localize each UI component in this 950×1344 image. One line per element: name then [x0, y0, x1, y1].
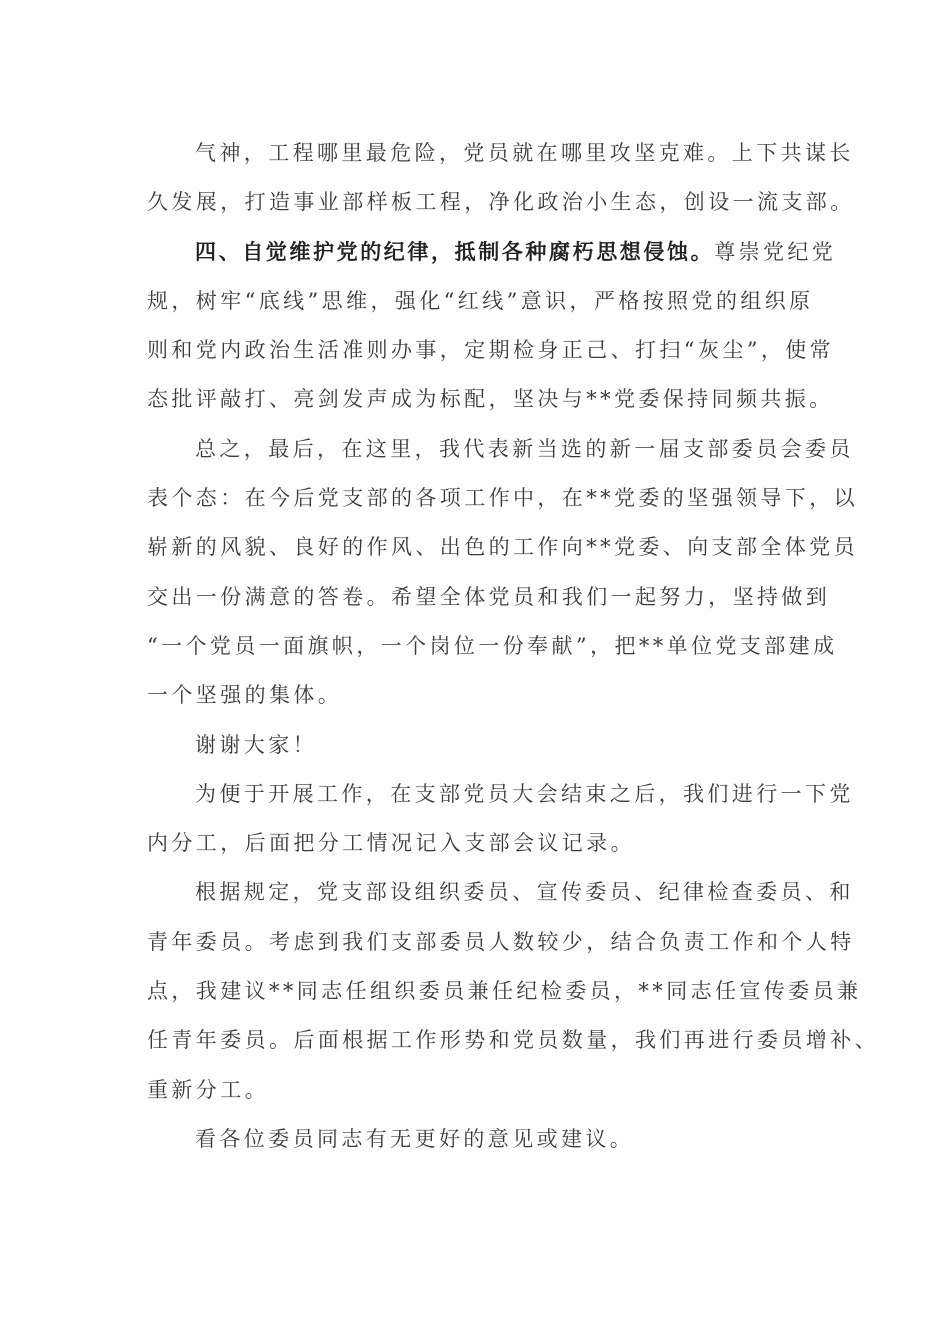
paragraph-regulation — [147, 872, 879, 1118]
text-line: 谢谢大家！ — [195, 732, 317, 757]
paragraph-summary — [147, 429, 858, 725]
text-line: 重新分工。 — [147, 1077, 269, 1102]
text-line — [147, 232, 837, 281]
paragraph-closing — [147, 1119, 827, 1168]
text-line: 根据规定，党支部设组织委员、宣传委员、纪律检查委员、和 — [195, 880, 854, 905]
text-line: “一个党员一面旗帜，一个岗位一份奉献”，把**单位党支部建成 — [147, 633, 838, 658]
paragraph-section-four — [147, 232, 837, 429]
text-line: 交出一份满意的答卷。希望全体党员和我们一起努力，坚持做到 — [147, 584, 831, 609]
text-span: 尊崇党纪党 — [714, 239, 837, 264]
paragraph-thanks — [147, 725, 827, 774]
text-line: 态批评敲打、亮剑发声成为标配，坚决与**党委保持同频共振。 — [147, 387, 834, 412]
paragraph-division — [147, 774, 854, 873]
section-heading: 四、自觉维护党的纪律，抵制各种腐朽思想侵蚀。 — [195, 238, 715, 264]
text-line: 看各位委员同志有无更好的意见或建议。 — [195, 1126, 635, 1151]
text-line: 则和党内政治生活准则办事，定期检身正己、打扫“灰尘”，使常 — [147, 338, 835, 363]
document-body — [147, 133, 879, 1168]
text-line: 青年委员。考虑到我们支部委员人数较少，结合负责工作和个人特 — [147, 929, 855, 954]
text-line: 内分工，后面把分工情况记入支部会议记录。 — [147, 831, 635, 856]
text-line: 总之，最后，在这里，我代表新当选的新一届支部委员会委员 — [195, 436, 854, 461]
text-line: 一个坚强的集体。 — [147, 683, 343, 708]
text-line: 任青年委员。后面根据工作形势和党员数量，我们再进行委员增补、 — [147, 1028, 879, 1053]
paragraph-continuation — [147, 133, 855, 232]
text-line: 崭新的风貌、良好的作风、出色的工作向**党委、向支部全体党员 — [147, 535, 858, 560]
text-line: 规，树牢“底线”思维，强化“红线”意识，严格按照党的组织原 — [147, 288, 814, 313]
text-line: 为便于开展工作，在支部党员大会结束之后，我们进行一下党 — [195, 781, 854, 806]
text-line: 气神，工程哪里最危险，党员就在哪里攻坚克难。上下共谋长 — [195, 141, 854, 165]
text-line: 点，我建议**同志任组织委员兼任纪检委员，**同志任宣传委员兼 — [147, 979, 862, 1004]
text-line: 久发展，打造事业部样板工程，净化政治小生态，创设一流支部。 — [147, 190, 855, 215]
text-line: 表个态：在今后党支部的各项工作中，在**党委的坚强领导下，以 — [147, 486, 858, 511]
